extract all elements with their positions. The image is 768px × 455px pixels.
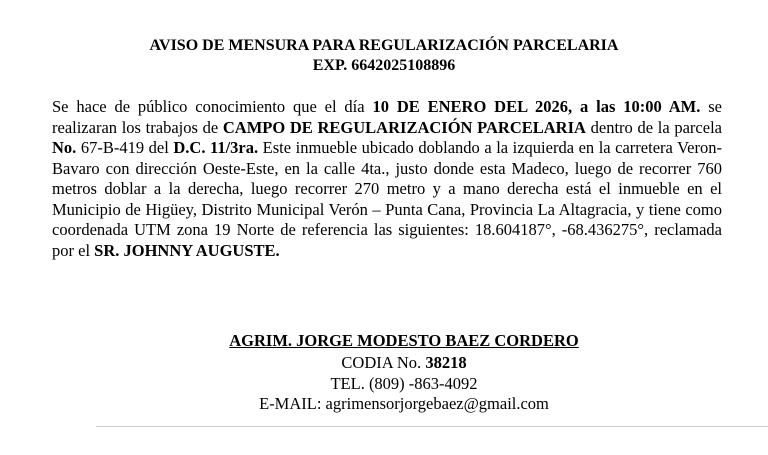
cadastral-district: D.C. 11/3ra. <box>173 138 259 157</box>
email-line: E-MAIL: agrimensorjorgebaez@gmail.com <box>259 394 549 413</box>
body-text-4: 67-B-419 del <box>76 138 174 157</box>
expediente-number: EXP. 6642025108896 <box>312 57 456 74</box>
notice-title: AVISO DE MENSURA PARA REGULARIZACIÓN PARCELARIA <box>149 37 619 54</box>
work-type: CAMPO DE REGULARIZACIÓN PARCELARIA <box>222 117 586 137</box>
survey-date: 10 DE ENERO DEL 2026, a las 10:00 AM. <box>372 97 701 116</box>
codia-number: 38218 <box>425 353 467 372</box>
divider-line <box>96 426 768 427</box>
body-text-2: se realizaran los trabajos de <box>52 97 722 137</box>
notice-body <box>52 97 722 261</box>
codia-label: CODIA No. <box>341 353 426 372</box>
body-text-5: Este inmueble ubicado doblando a la izquierda en la carretera Veron-Bavaro con dirección Oeste-Este, en la calle 4ta., justo donde esta Madeco, luego de recorrer 760 metros doblar a la derecha, luego recorrer 270 metro y a mano derecha está el inmueble en el Municipio de Higüey, Distrito Municipal Verón – Punta Cana, Provincia La Altagracia, y tiene como coordenada UTM zona 19 Norte de referencia las siguientes: 18.604187°, -68.436275°, reclamada por el <box>52 138 722 260</box>
codia-line <box>0 352 768 374</box>
body-text-3: dentro de la parcela <box>585 117 722 137</box>
body-text-1: Se hace de público conocimiento que el día <box>52 97 373 116</box>
surveyor-name: AGRIM. JORGE MODESTO BAEZ CORDERO <box>229 331 579 350</box>
phone-line: TEL. (809) -863-4092 <box>330 374 478 393</box>
claimant-name: SR. JOHNNY AUGUSTE. <box>94 240 280 260</box>
parcel-no-label: No. <box>52 138 77 157</box>
